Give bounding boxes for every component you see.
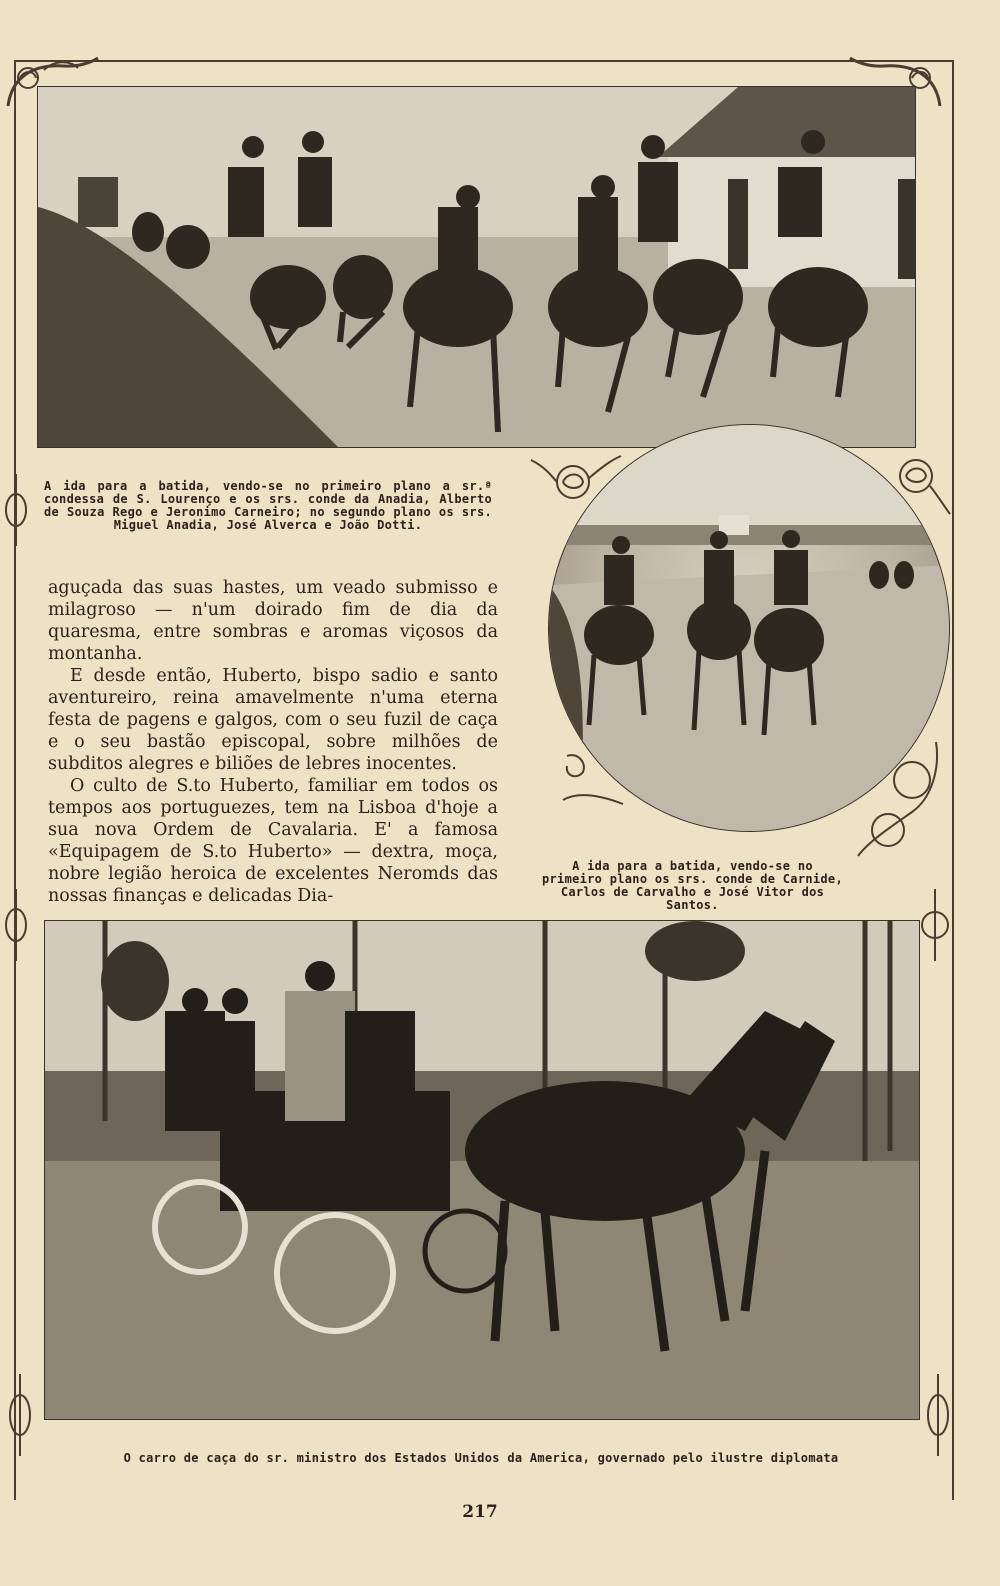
top-photo (37, 86, 916, 448)
article-paragraph: aguçada das suas hastes, um veado submisso e milagroso — n'um doirado fim de dia da quaresma, entre sombras e aromas viçosos da montanha. (48, 578, 498, 664)
page-number: 217 (462, 1502, 498, 1522)
bottom-photo (44, 920, 920, 1420)
floral-ornament-icon (918, 885, 952, 965)
oval-photo (548, 424, 950, 832)
article-paragraph: E desde então, Huberto, bispo sadio e santo aventureiro, reina amavelmente n'uma eterna festa de pagens e galgos, com o seu fuzil de caça e o seu bastão episcopal, sobre milhões de subditos alegres e biliões de lebres inocentes. (48, 666, 498, 774)
riders-on-road-image (38, 87, 915, 447)
top-photo-caption: A ida para a batida, vendo-se no primeiro plano a sr.ª condessa de S. Lourenço e os srs. conde da Anadia, Alberto de Souza Rego e Jeronimo Carneiro; no segundo plano os srs. Miguel Anadia, José Alverca e João Dotti. (44, 479, 492, 532)
article-body (48, 577, 498, 907)
hunting-carriage-image (45, 921, 919, 1419)
oval-photo-caption: A ida para a batida, vendo-se no primeiro plano os srs. conde de Carnide, Carlos de Carvalho e José Vitor dos Santos. (542, 859, 843, 912)
floral-ornament-icon (2, 470, 30, 550)
article-paragraph: O culto de S.to Huberto, familiar em todos os tempos aos portuguezes, tem na Lisboa d'hoje a sua nova Ordem de Cavalaria. E' a famosa «Equipagem de S.to Huberto» — dextra, moça, nobre legião heroica de excelentes Neromds das nossas finanças e delicadas Dia- (48, 776, 498, 906)
floral-ornament-icon (924, 1370, 952, 1460)
floral-ornament-icon (6, 1370, 34, 1460)
riders-road-oval-image (549, 425, 949, 831)
bottom-photo-caption: O carro de caça do sr. ministro dos Estados Unidos da America, governado pelo ilustre diplomata (123, 1451, 839, 1465)
floral-ornament-icon (2, 885, 30, 965)
